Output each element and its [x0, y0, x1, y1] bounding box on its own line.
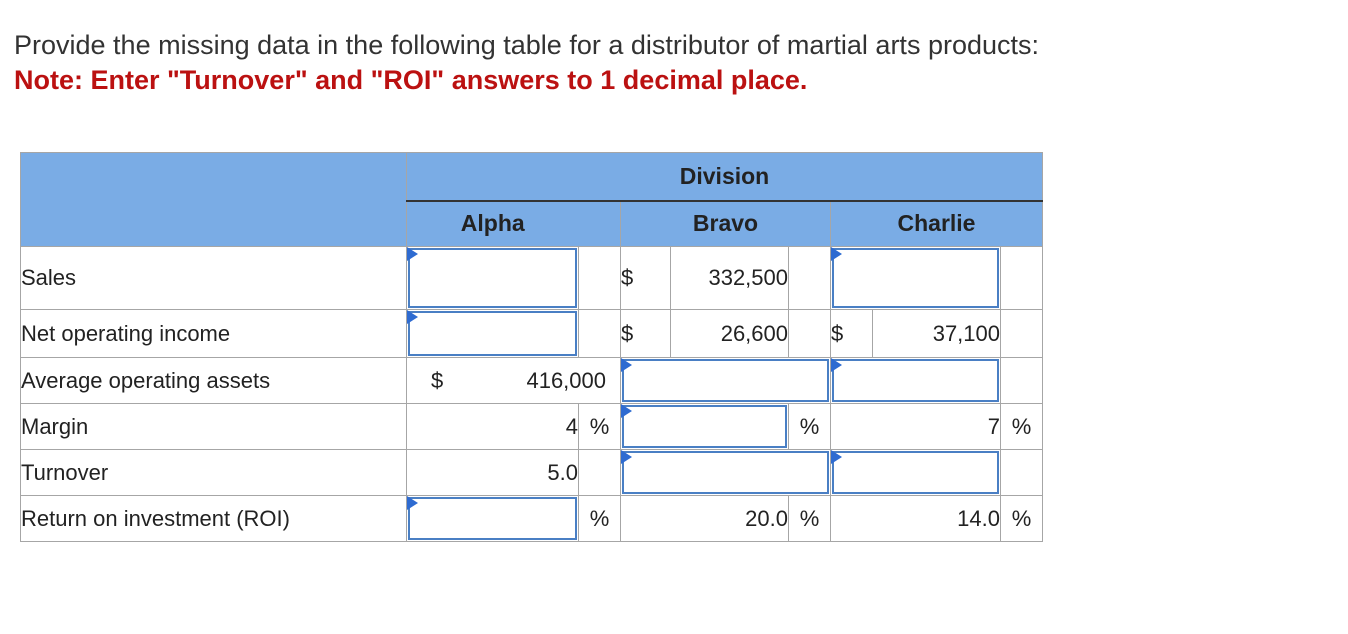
charlie-margin-unit: % [1001, 404, 1043, 450]
table-row-sales [21, 247, 1043, 310]
row-label-sales: Sales [21, 247, 407, 310]
alpha-margin-unit: % [579, 404, 621, 450]
charlie-margin-value: 7 [831, 404, 1001, 450]
charlie-turnover-input[interactable] [832, 451, 999, 494]
input-flag-icon [621, 404, 632, 418]
row-label-turnover: Turnover [21, 450, 407, 496]
alpha-roi-unit: % [579, 496, 621, 542]
bravo-assets-input[interactable] [622, 359, 829, 402]
alpha-sales-cell [407, 247, 579, 310]
charlie-roi-unit: % [1001, 496, 1043, 542]
note-text: Note: Enter "Turnover" and "ROI" answers to 1 decimal place. [14, 65, 808, 95]
table-row-roi [21, 496, 1043, 542]
row-label-roi: Return on investment (ROI) [21, 496, 407, 542]
header-label-corner [21, 153, 407, 247]
bravo-assets-cell [621, 358, 831, 404]
charlie-assets-cell [831, 358, 1001, 404]
input-flag-icon [831, 358, 842, 372]
alpha-noi-cell [407, 310, 579, 358]
alpha-roi-input[interactable] [408, 497, 577, 540]
input-flag-icon [407, 310, 418, 324]
charlie-roi-value: 14.0 [831, 496, 1001, 542]
column-header-bravo: Bravo [621, 201, 831, 247]
column-header-alpha-pad [579, 201, 621, 247]
table-row-average-operating-assets [21, 358, 1043, 404]
charlie-noi-unit [1001, 310, 1043, 358]
alpha-turnover-unit [579, 450, 621, 496]
question-text: Provide the missing data in the following table for a distributor of martial arts products: [14, 30, 1039, 60]
bravo-margin-input[interactable] [622, 405, 787, 448]
alpha-noi-input[interactable] [408, 311, 577, 356]
charlie-assets-unit [1001, 358, 1043, 404]
input-flag-icon [621, 358, 632, 372]
alpha-assets-amount: 416,000 [526, 367, 606, 393]
input-flag-icon [407, 496, 418, 510]
table-row-margin [21, 404, 1043, 450]
charlie-assets-input[interactable] [832, 359, 999, 402]
row-label-margin: Margin [21, 404, 407, 450]
division-header: Division [407, 153, 1043, 201]
header-row-group [21, 153, 1043, 201]
bravo-margin-unit: % [789, 404, 831, 450]
charlie-turnover-cell [831, 450, 1001, 496]
bravo-turnover-input[interactable] [622, 451, 829, 494]
bravo-sales-currency: $ [621, 247, 671, 310]
column-header-charlie: Charlie [831, 201, 1043, 247]
alpha-sales-unit [579, 247, 621, 310]
charlie-sales-input[interactable] [832, 248, 999, 308]
bravo-roi-value: 20.0 [621, 496, 789, 542]
charlie-sales-unit [1001, 247, 1043, 310]
bravo-sales-value: 332,500 [671, 247, 789, 310]
charlie-noi-currency: $ [831, 310, 873, 358]
alpha-roi-cell [407, 496, 579, 542]
alpha-assets-value [407, 358, 621, 404]
input-flag-icon [621, 450, 632, 464]
table-row-turnover [21, 450, 1043, 496]
bravo-noi-currency: $ [621, 310, 671, 358]
table-row-net-operating-income [21, 310, 1043, 358]
alpha-sales-input[interactable] [408, 248, 577, 308]
row-label-average-operating-assets: Average operating assets [21, 358, 407, 404]
row-label-net-operating-income: Net operating income [21, 310, 407, 358]
charlie-sales-cell [831, 247, 1001, 310]
bravo-noi-value: 26,600 [671, 310, 789, 358]
alpha-turnover-value: 5.0 [407, 450, 579, 496]
bravo-turnover-cell [621, 450, 831, 496]
input-flag-icon [831, 450, 842, 464]
alpha-assets-currency: $ [431, 367, 444, 393]
alpha-margin-value: 4 [407, 404, 579, 450]
bravo-sales-unit [789, 247, 831, 310]
input-flag-icon [407, 247, 418, 261]
charlie-turnover-unit [1001, 450, 1043, 496]
bravo-noi-unit [789, 310, 831, 358]
alpha-noi-unit [579, 310, 621, 358]
input-flag-icon [831, 247, 842, 261]
division-table [20, 152, 1043, 542]
column-header-alpha: Alpha [407, 201, 579, 247]
bravo-margin-cell [621, 404, 789, 450]
bravo-roi-unit: % [789, 496, 831, 542]
charlie-noi-value: 37,100 [873, 310, 1001, 358]
